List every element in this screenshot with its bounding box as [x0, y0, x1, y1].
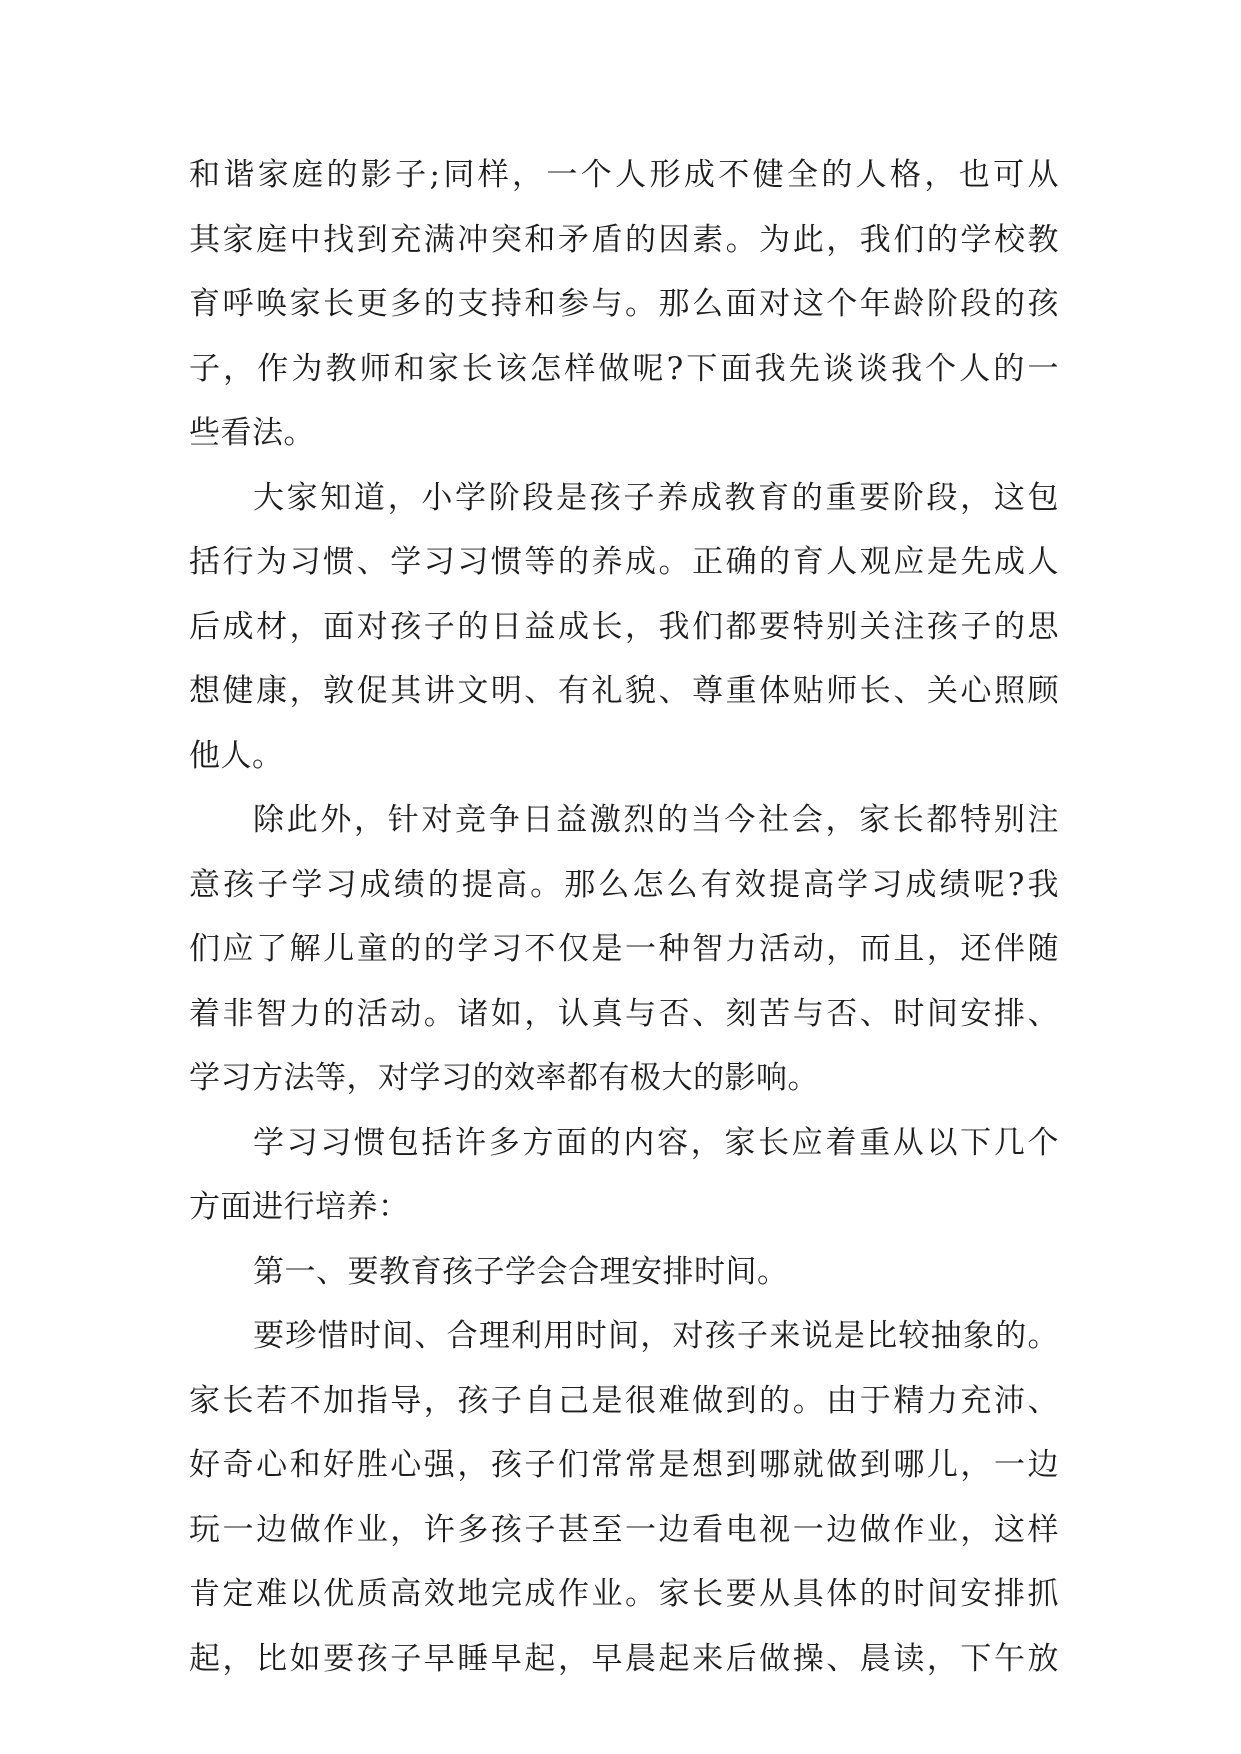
text-line: 括行为习惯、学习习惯等的养成。正确的育人观应是先成人	[189, 544, 1059, 580]
paragraph-start-line: 大家知道，小学阶段是孩子养成教育的重要阶段，这包	[253, 479, 1059, 516]
text-line: 后成材，面对孩子的日益成长，我们都要特别关注孩子的思	[189, 608, 1059, 645]
text-line: 学习方法等，对学习的效率都有极大的影响。	[189, 1060, 819, 1096]
paragraph-start-line: 除此外，针对竞争日益激烈的当今社会，家长都特别注	[253, 802, 1059, 838]
text-line: 意孩子学习成绩的提高。那么怎么有效提高学习成绩呢?我	[189, 866, 1059, 903]
text-line: 肯定难以优质高效地完成作业。家长要从具体的时间安排抓	[189, 1576, 1059, 1612]
paragraph-start-line: 学习习惯包括许多方面的内容，家长应着重从以下几个	[253, 1124, 1059, 1161]
text-line: 方面进行培养：	[189, 1189, 410, 1225]
text-line: 玩一边做作业，许多孩子甚至一边看电视一边做作业，这样	[189, 1511, 1059, 1548]
paragraph-start-line: 要珍惜时间、合理利用时间，对孩子来说是比较抽象的。	[253, 1318, 1059, 1354]
text-line: 育呼唤家长更多的支持和参与。那么面对这个年龄阶段的孩	[189, 286, 1059, 322]
section-heading-line: 第一、要教育孩子学会合理安排时间。	[253, 1253, 789, 1290]
text-line: 子，作为教师和家长该怎样做呢?下面我先谈谈我个人的一	[189, 350, 1059, 387]
text-line: 家长若不加指导，孩子自己是很难做到的。由于精力充沛、	[189, 1382, 1059, 1419]
text-line: 他人。	[189, 737, 284, 774]
text-line: 着非智力的活动。诸如，认真与否、刻苦与否、时间安排、	[189, 995, 1059, 1032]
body-text	[189, 154, 1059, 1702]
text-line: 好奇心和好胜心强，孩子们常常是想到哪就做到哪儿，一边	[189, 1447, 1059, 1483]
text-line: 起，比如要孩子早睡早起，早晨起来后做操、晨读，下午放	[189, 1640, 1059, 1677]
text-line: 些看法。	[189, 415, 315, 451]
text-line: 和谐家庭的影子;同样，一个人形成不健全的人格，也可从	[189, 157, 1059, 193]
text-line: 想健康，敦促其讲文明、有礼貌、尊重体贴师长、关心照顾	[189, 673, 1059, 709]
text-line: 其家庭中找到充满冲突和矛盾的因素。为此，我们的学校教	[189, 221, 1059, 258]
text-line: 们应了解儿童的的学习不仅是一种智力活动，而且，还伴随	[189, 931, 1059, 967]
